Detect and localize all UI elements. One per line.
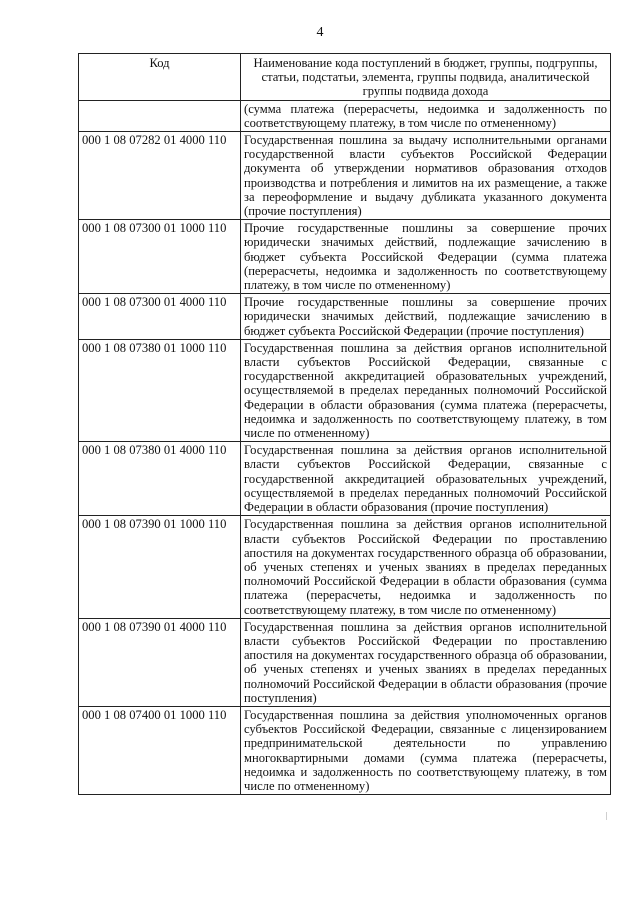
table-row: [79, 442, 611, 516]
table-row: [79, 618, 611, 706]
scan-edge-mark: [598, 812, 607, 820]
header-code: Код: [79, 54, 241, 101]
row-code: 000 1 08 07300 01 1000 110: [79, 220, 241, 294]
row-code: 000 1 08 07390 01 1000 110: [79, 516, 241, 618]
row-name: Прочие государственные пошлины за совершение прочих юридически значимых действий, подлежащие зачислению в бюджет субъекта Российской Федерации (сумма платежа (перерасчеты, недоимка и задолженность по соответствующему платежу, в том числе по отмененному): [241, 220, 611, 294]
revenue-codes-table: [78, 53, 611, 795]
row-name: Государственная пошлина за действия органов исполнительной власти субъектов Российской Федерации, связанные с государственной аккредитацией образовательных учреждений, осуществляемой в пределах переданных полномочий Российской Федерации в области образования (сумма платежа (перерасчеты, недоимка и задолженность по соответствующему платежу, в том числе по отмененному): [241, 339, 611, 441]
table-header-row: [79, 54, 611, 101]
header-name: Наименование кода поступлений в бюджет, группы, подгруппы, статьи, подстатьи, элемента, группы подвида, аналитической группы подвида дохода: [241, 54, 611, 101]
page-number: 4: [316, 25, 324, 40]
row-code: 000 1 08 07380 01 4000 110: [79, 442, 241, 516]
table-row: [79, 516, 611, 618]
row-code: 000 1 08 07400 01 1000 110: [79, 706, 241, 794]
row-name: Прочие государственные пошлины за совершение прочих юридически значимых действий, подлежащие зачислению в бюджет субъекта Российской Федерации (прочие поступления): [241, 294, 611, 340]
table-row: [79, 220, 611, 294]
row-name: Государственная пошлина за выдачу исполнительными органами государственной власти субъектов Российской Федерации документа об утверждении нормативов образования отходов производства и потребления и лимитов на их размещение, а также за переоформление и выдачу дубликата указанного документа (прочие поступления): [241, 132, 611, 220]
table-row: [79, 294, 611, 340]
row-code: 000 1 08 07282 01 4000 110: [79, 132, 241, 220]
row-code: 000 1 08 07300 01 4000 110: [79, 294, 241, 340]
row-code: 000 1 08 07390 01 4000 110: [79, 618, 241, 706]
table-row: [79, 100, 611, 131]
row-code: 000 1 08 07380 01 1000 110: [79, 339, 241, 441]
table-row: [79, 706, 611, 794]
row-name: Государственная пошлина за действия уполномоченных органов субъектов Российской Федерации, связанные с лицензированием предпринимательской деятельности по управлению многоквартирными домами (сумма платежа (перерасчеты, недоимка и задолженность по соответствующему платежу, в том числе по отмененному): [241, 706, 611, 794]
row-name: (сумма платежа (перерасчеты, недоимка и задолженность по соответствующему платежу, в том числе по отмененному): [241, 100, 611, 131]
row-name: Государственная пошлина за действия органов исполнительной власти субъектов Российской Федерации, связанные с государственной аккредитацией образовательных учреждений, осуществляемой в пределах переданных полномочий Российской Федерации в области образования (прочие поступления): [241, 442, 611, 516]
row-name: Государственная пошлина за действия органов исполнительной власти субъектов Российской Федерации по проставлению апостиля на документах государственного образца об образовании, об ученых степенях и ученых званиях в пределах переданных полномочий Российской Федерации в области образования (сумма платежа (перерасчеты, недоимка и задолженность по соответствующему платежу, в том числе по отмененному): [241, 516, 611, 618]
row-name: Государственная пошлина за действия органов исполнительной власти субъектов Российской Федерации по проставлению апостиля на документах государственного образца об образовании, об ученых степенях и ученых званиях в пределах переданных полномочий Российской Федерации в области образования (прочие поступления): [241, 618, 611, 706]
row-code: [79, 100, 241, 131]
table-row: [79, 339, 611, 441]
table-row: [79, 132, 611, 220]
